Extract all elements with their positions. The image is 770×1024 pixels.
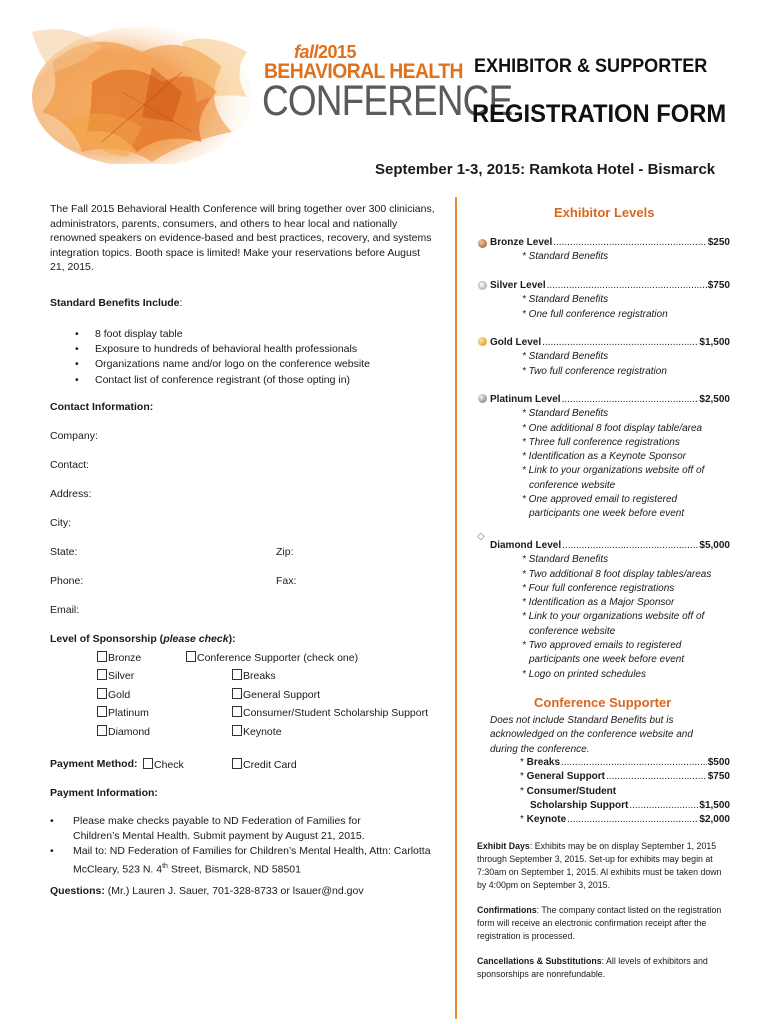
confirmations-note: Confirmations: The company contact listed on the registration form will receive an electronic confirmation receipt after the registration is processed. (477, 905, 722, 941)
silver-level-block: Silver Level ..... $750 * Standard Benefits * One full conference registration (490, 279, 730, 322)
list-item: • Organizations name and/or logo on the conference website (75, 357, 370, 372)
column-divider (455, 197, 457, 1019)
state-field-label[interactable]: State: (50, 546, 78, 558)
contact-heading: Contact Information: (50, 401, 154, 413)
credit-card-checkbox[interactable]: Credit Card (232, 758, 297, 771)
contact-field-label[interactable]: Contact: (50, 459, 90, 471)
conference-supporter-heading: Conference Supporter (534, 695, 672, 710)
form-title-line1: EXHIBITOR & SUPPORTER (474, 56, 708, 77)
intro-section (50, 202, 440, 275)
list-item: * General Support ..... $750 (490, 770, 730, 784)
diamond-icon: ◇ (477, 531, 485, 542)
payment-method-label: Payment Method: (50, 758, 138, 770)
platinum-level-block: Platinum Level ..... $2,500 * Standard Benefits * One additional 8 foot display table/area * Three full conference registrations * Identification as a Keynote Sponsor * Link to your organizations website off of conference website * One approved email to registered participants one week before event (490, 393, 730, 522)
phone-field-label[interactable]: Phone: (50, 575, 84, 587)
silver-checkbox[interactable]: Silver (97, 669, 134, 682)
benefits-heading: Standard Benefits Include: (50, 297, 183, 309)
gold-level-block: Gold Level ..... $1,500 * Standard Benefits * Two full conference registration (490, 336, 730, 379)
conference-supporter-checkbox[interactable]: Conference Supporter (check one) (186, 651, 358, 664)
bronze-checkbox[interactable]: Bronze (97, 651, 141, 664)
event-dateline: September 1-3, 2015: Ramkota Hotel - Bismarck (375, 161, 716, 178)
zip-field-label[interactable]: Zip: (276, 546, 294, 558)
breaks-checkbox[interactable]: Breaks (232, 669, 276, 682)
logo-conference-text: CONFERENCE (262, 77, 513, 125)
list-item: * Breaks ..... $500 (490, 756, 730, 770)
platinum-checkbox[interactable]: Platinum (97, 706, 149, 719)
intro-paragraph: The Fall 2015 Behavioral Health Conference will bring together over 300 clinicians, administrators, parents, consumers, and others to hear local and nationally renowned speakers on evidence-based and best practices, recovery, and systems integration topics. Booth space is limited! Make your reservations before August 21, 2015. (50, 203, 435, 274)
gold-checkbox[interactable]: Gold (97, 688, 130, 701)
general-support-checkbox[interactable]: General Support (232, 688, 320, 701)
list-item: • Exposure to hundreds of behavioral health professionals (75, 342, 370, 357)
scholarship-support-checkbox[interactable]: Consumer/Student Scholarship Support (232, 706, 428, 719)
supporter-intro: Does not include Standard Benefits but is acknowledged on the conference website and during the conference. (490, 715, 693, 755)
city-field-label[interactable]: City: (50, 517, 71, 529)
supporter-price-list (490, 756, 730, 827)
logo-fall-text: fall2015 (294, 42, 357, 62)
form-title-line2: REGISTRATION FORM (472, 100, 727, 128)
payment-method-row (50, 758, 138, 770)
silver-medal-icon (478, 281, 487, 290)
list-item: • Mail to: ND Federation of Families for Children’s Mental Health, Attn: Carlotta McCleary, 523 N. 4th Street, Bismarck, ND 58501 (50, 844, 440, 878)
conference-logo (32, 22, 513, 164)
bronze-medal-icon (478, 239, 487, 248)
address-field-label[interactable]: Address: (50, 488, 92, 500)
payment-info-heading: Payment Information: (50, 787, 158, 799)
questions-line: Questions: (Mr.) Lauren J. Sauer, 701-328-8733 or lsauer@nd.gov (50, 885, 364, 897)
list-item: * Consumer/Student (520, 785, 617, 797)
diamond-level-block: Diamond Level ..... $5,000 * Standard Benefits * Two additional 8 foot display tables/areas * Four full conference registrations * Identification as a Major Sponsor * Link to your organizations website off of conference website * Two approved emails to registered participants one week before event * Logo on printed schedules (490, 539, 730, 682)
list-item: • 8 foot display table (75, 327, 370, 342)
list-item: * Keynote ..... $2,000 (490, 813, 730, 827)
company-field-label[interactable]: Company: (50, 430, 98, 442)
email-field-label[interactable]: Email: (50, 604, 80, 616)
check-payment-checkbox[interactable]: Check (143, 758, 184, 771)
gold-medal-icon (478, 337, 487, 346)
diamond-checkbox[interactable]: Diamond (97, 725, 150, 738)
payment-info-list (50, 814, 440, 878)
bronze-level-block: Bronze Level ..... $250 * Standard Benefits (490, 236, 730, 265)
logo-behavioral-health-text: BEHAVIORAL HEALTH (264, 60, 463, 83)
exhibit-days-note: Exhibit Days: Exhibits may be on display September 1, 2015 through September 3, 2015. Set-up for exhibits may begin at 7:30am on September 1, 2015. Al exhibits must be taken down by 4:00pm on September 3, 2015. (477, 841, 722, 890)
benefits-list (75, 327, 370, 388)
list-item: • Contact list of conference registrant (of those opting in) (75, 373, 370, 388)
sponsorship-heading: Level of Sponsorship (please check): (50, 633, 236, 645)
list-item: • Please make checks payable to ND Federation of Families for Children’s Mental Health. Submit payment by August 21, 2015. (50, 814, 440, 844)
cancellations-note: Cancellations & Substitutions: All levels of exhibitors and sponsorships are nonrefundable. (477, 956, 708, 979)
keynote-checkbox[interactable]: Keynote (232, 725, 282, 738)
exhibitor-levels-heading: Exhibitor Levels (554, 205, 655, 220)
fax-field-label[interactable]: Fax: (276, 575, 297, 587)
platinum-medal-icon (478, 394, 487, 403)
list-item: Scholarship Support ..... $1,500 (490, 799, 730, 813)
